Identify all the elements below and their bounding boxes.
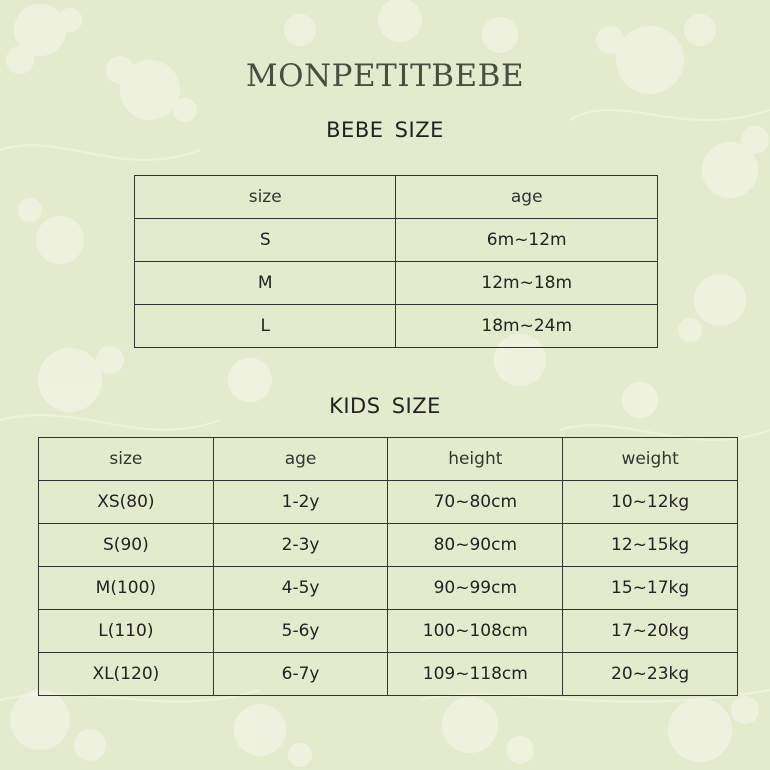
cell-age: 12m~18m: [396, 262, 658, 305]
cell-age: 1-2y: [213, 481, 388, 524]
table-header-row: [39, 438, 738, 481]
table-header-row: [135, 176, 658, 219]
header-age: age: [396, 176, 658, 219]
kids-size-table: [38, 437, 738, 696]
table-row: [39, 567, 738, 610]
header-age: age: [213, 438, 388, 481]
cell-weight: 17~20kg: [563, 610, 738, 653]
cell-weight: 10~12kg: [563, 481, 738, 524]
cell-size: L: [135, 305, 396, 348]
cell-height: 100~108cm: [388, 610, 563, 653]
cell-age: 2-3y: [213, 524, 388, 567]
header-size: size: [135, 176, 396, 219]
cell-height: 90~99cm: [388, 567, 563, 610]
cell-age: 6-7y: [213, 653, 388, 696]
cell-size: M: [135, 262, 396, 305]
table-row: [39, 653, 738, 696]
cell-size: M(100): [39, 567, 214, 610]
table-row: [135, 305, 658, 348]
cell-size: XL(120): [39, 653, 214, 696]
cell-weight: 15~17kg: [563, 567, 738, 610]
table-row: [135, 219, 658, 262]
cell-height: 80~90cm: [388, 524, 563, 567]
header-weight: weight: [563, 438, 738, 481]
table-row: [39, 610, 738, 653]
table-row: [39, 481, 738, 524]
table-row: [135, 262, 658, 305]
cell-size: S(90): [39, 524, 214, 567]
cell-size: XS(80): [39, 481, 214, 524]
cell-height: 109~118cm: [388, 653, 563, 696]
cell-age: 6m~12m: [396, 219, 658, 262]
cell-weight: 20~23kg: [563, 653, 738, 696]
cell-height: 70~80cm: [388, 481, 563, 524]
cell-age: 18m~24m: [396, 305, 658, 348]
brand-title: MONPETITBEBE: [245, 58, 525, 94]
cell-age: 5-6y: [213, 610, 388, 653]
bebe-size-title: BEBE SIZE: [326, 118, 444, 142]
cell-age: 4-5y: [213, 567, 388, 610]
table-row: [39, 524, 738, 567]
bebe-size-table: [134, 175, 658, 348]
header-height: height: [388, 438, 563, 481]
cell-size: S: [135, 219, 396, 262]
kids-size-title: KIDS SIZE: [329, 394, 441, 418]
cell-size: L(110): [39, 610, 214, 653]
header-size: size: [39, 438, 214, 481]
cell-weight: 12~15kg: [563, 524, 738, 567]
